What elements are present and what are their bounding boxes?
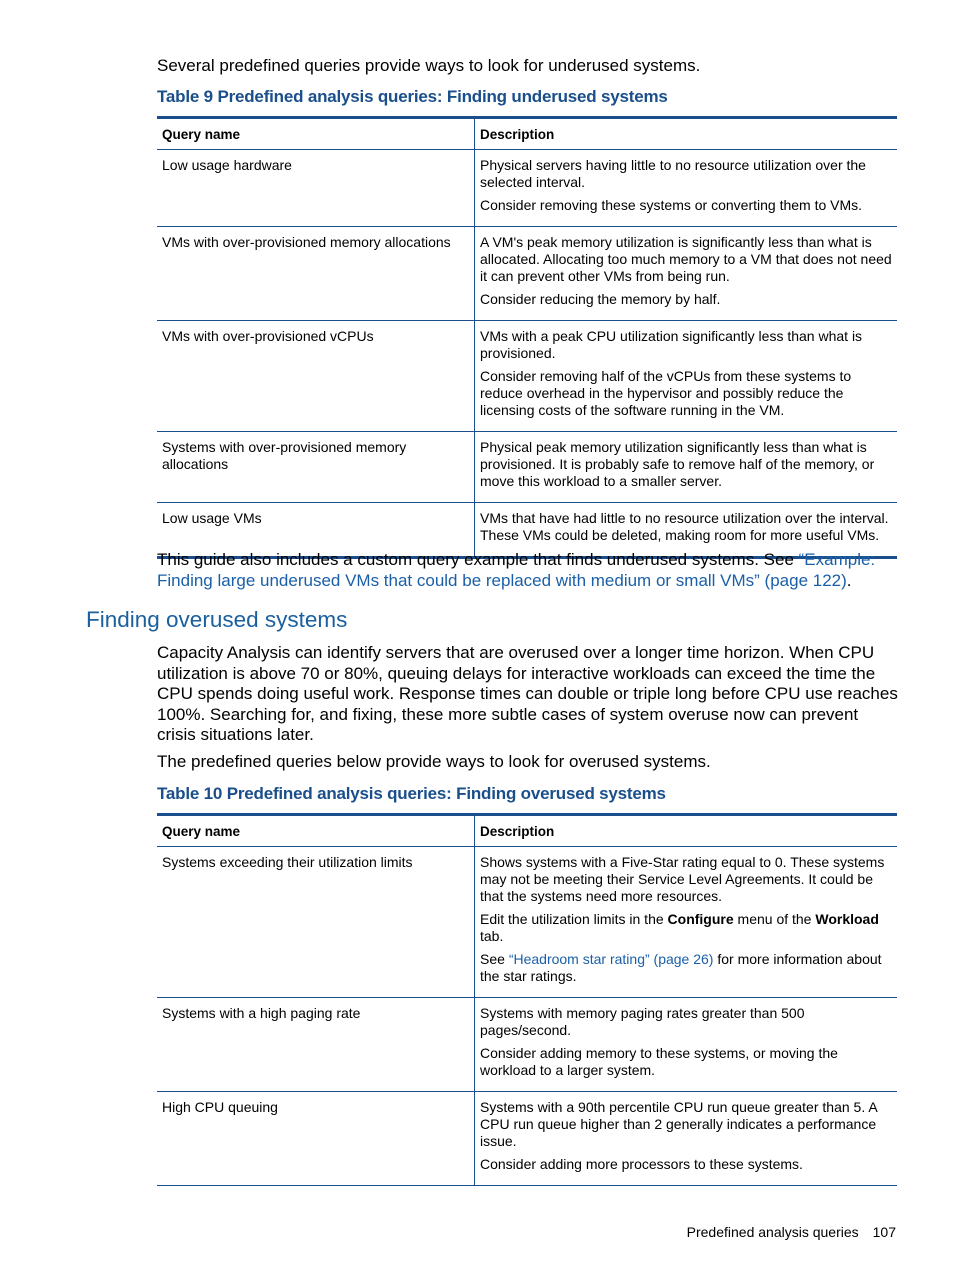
query-name: Systems exceeding their utilization limits — [157, 847, 475, 998]
overuse-paragraph: Capacity Analysis can identify servers that are overused over a longer time horizon. When CPU utilization is above 70 or 80%, queuing delays for interactive workloads can exceed the time the CPU spends doing useful work. Response times can double or triple long before CPU use reaches 100%. Searching for, and fixing, these more subtle cases of system overuse now can prevent crisis situations later. — [157, 643, 898, 744]
table-row — [157, 150, 897, 227]
table10-caption: Table 10 Predefined analysis queries: Finding overused systems — [157, 784, 666, 803]
overused-intro-paragraph: The predefined queries below provide ways to look for overused systems. — [157, 752, 711, 771]
table-header-row — [157, 118, 897, 150]
query-name: Systems with over-provisioned memory allocations — [157, 432, 475, 503]
table-row — [157, 847, 897, 998]
intro-paragraph: Several predefined queries provide ways to look for underused systems. — [157, 56, 701, 75]
query-name: Low usage VMs — [157, 503, 475, 558]
custom-query-paragraph — [157, 550, 899, 591]
query-description — [475, 998, 898, 1092]
column-header-description: Description — [480, 824, 555, 839]
query-name: Low usage hardware — [157, 150, 475, 227]
table-row — [157, 227, 897, 321]
column-header-query-name: Query name — [157, 118, 475, 150]
table-row — [157, 432, 897, 503]
description-fragment: tab. — [480, 928, 504, 944]
description-fragment: for more information about the star ratings. — [480, 951, 882, 984]
query-description — [475, 432, 898, 503]
footer-label: Predefined analysis queries — [686, 1224, 859, 1240]
description-text — [480, 951, 892, 985]
table-row — [157, 321, 897, 432]
description-text: Physical peak memory utilization significantly less than what is provisioned. It is probably safe to remove half of the memory, or move this workload to a smaller server. — [480, 439, 875, 489]
description-text: Physical servers having little to no resource utilization over the selected interval. — [480, 157, 866, 190]
workload-tab-name: Workload — [815, 911, 879, 927]
table-row — [157, 1092, 897, 1186]
column-header-description: Description — [480, 127, 555, 142]
description-text: Systems with memory paging rates greater than 500 pages/second. — [480, 1005, 805, 1038]
query-description — [475, 847, 898, 998]
description-text — [480, 911, 892, 945]
overused-queries-table — [157, 813, 897, 1186]
configure-menu-name: Configure — [667, 911, 734, 927]
query-description — [475, 227, 898, 321]
description-text: VMs with a peak CPU utilization significantly less than what is provisioned. — [480, 328, 863, 361]
description-text: VMs that have had little to no resource utilization over the interval. These VMs could be deleted, making room for more useful VMs. — [480, 510, 889, 543]
description-fragment: menu of the — [733, 911, 816, 927]
description-text: Consider adding memory to these systems, or moving the workload to a larger system. — [480, 1045, 838, 1078]
section-title: Finding overused systems — [86, 607, 348, 632]
description-text: Consider reducing the memory by half. — [480, 291, 721, 307]
custom-query-text: This guide also includes a custom query example that finds underused systems. See — [157, 550, 799, 569]
query-name: VMs with over-provisioned vCPUs — [157, 321, 475, 432]
description-fragment: Edit the utilization limits in the — [480, 911, 668, 927]
column-header-query-name: Query name — [157, 815, 475, 847]
page-number: 107 — [872, 1224, 896, 1240]
table-row — [157, 998, 897, 1092]
query-description — [475, 1092, 898, 1186]
query-name: Systems with a high paging rate — [157, 998, 475, 1092]
query-name: High CPU queuing — [157, 1092, 475, 1186]
table9-caption: Table 9 Predefined analysis queries: Finding underused systems — [157, 87, 668, 106]
description-text: A VM's peak memory utilization is significantly less than what is allocated. Allocating too much memory to a VM that does not need it can prevent other VMs from being run. — [480, 234, 892, 284]
custom-query-text-end: . — [846, 570, 852, 590]
query-description — [475, 150, 898, 227]
description-fragment: See — [480, 951, 509, 967]
description-text: Systems with a 90th percentile CPU run queue greater than 5. A CPU run queue higher than 2 generally indicates a performance issue. — [480, 1099, 877, 1149]
description-text: Consider removing these systems or converting them to VMs. — [480, 197, 863, 213]
headroom-star-rating-link[interactable]: “Headroom star rating” (page 26) — [508, 951, 714, 967]
description-text: Consider removing half of the vCPUs from these systems to reduce overhead in the hypervisor and possibly reduce the licensing costs of the software running in the VM. — [480, 368, 852, 418]
example-link[interactable]: “Example: Finding large underused VMs that could be replaced with medium or small VMs” (page 122) — [157, 550, 876, 590]
query-name: VMs with over-provisioned memory allocations — [157, 227, 475, 321]
query-description — [475, 321, 898, 432]
description-text: Shows systems with a Five-Star rating equal to 0. These systems may not be meeting their Service Level Agreements. It could be that the systems need more resources. — [480, 854, 885, 904]
underused-queries-table — [157, 116, 897, 559]
description-text: Consider adding more processors to these systems. — [480, 1156, 803, 1172]
table-header-row — [157, 815, 897, 847]
page-footer — [687, 1224, 896, 1240]
